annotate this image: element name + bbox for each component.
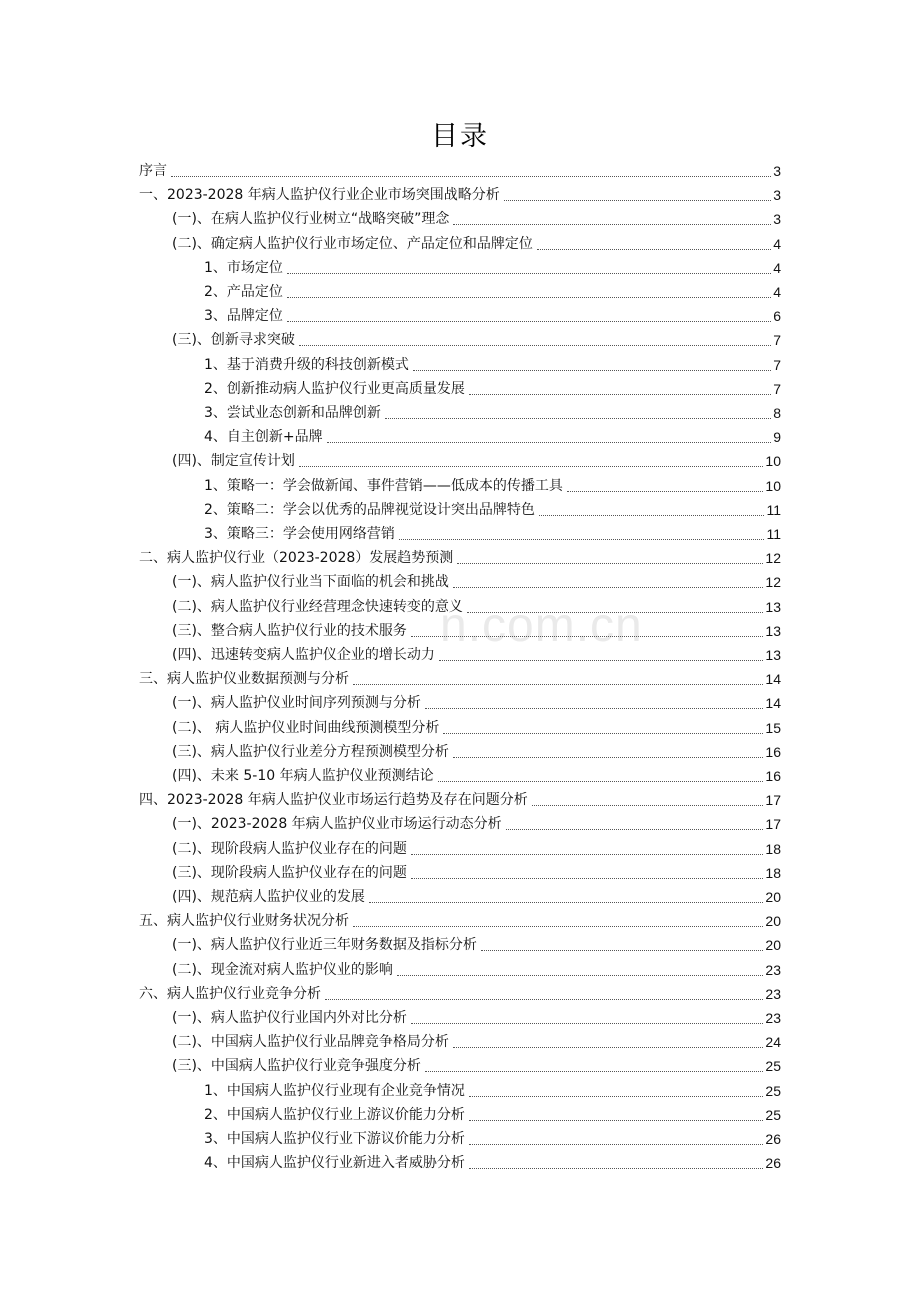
- toc-entry-page-number: 4: [773, 235, 781, 252]
- toc-entry-label: 五、病人监护仪行业财务状况分析: [139, 913, 349, 930]
- toc-entry-page-number: 11: [766, 526, 781, 542]
- toc-entry[interactable]: [204, 375, 781, 399]
- toc-entry-label: (一)、病人监护仪行业国内外对比分析: [172, 1010, 407, 1026]
- dot-leader: [413, 370, 771, 371]
- toc-entry-label: (四)、制定宣传计划: [172, 453, 295, 470]
- toc-entry-label: (二)、病人监护仪行业经营理念快速转变的意义: [172, 598, 463, 615]
- toc-entry-page-number: 4: [773, 284, 781, 300]
- toc-entry-page-number: 25: [765, 1058, 781, 1075]
- dot-leader: [327, 442, 772, 443]
- toc-entry-label: (四)、规范病人监护仪业的发展: [172, 889, 365, 905]
- toc-entry-label: (二)、现金流对病人监护仪业的影响: [172, 961, 393, 978]
- watermark: n.com.cn: [440, 599, 643, 652]
- toc-entry-label: (四)、未来 5-10 年病人监护仪业预测结论: [172, 768, 434, 784]
- toc-entry-label: 三、病人监护仪业数据预测与分析: [139, 671, 349, 688]
- toc-entry-label: 1、基于消费升级的科技创新模式: [204, 356, 409, 373]
- toc-entry[interactable]: [204, 1101, 781, 1125]
- toc-entry-label: 2、策略二：学会以优秀的品牌视觉设计突出品牌特色: [204, 501, 535, 518]
- toc-entry-page-number: 8: [773, 405, 781, 421]
- toc-entry-label: (三)、整合病人监护仪行业的技术服务: [172, 622, 407, 639]
- toc-entry[interactable]: [139, 665, 781, 689]
- toc-entry-label: (一)、2023-2028 年病人监护仪业市场运行动态分析: [172, 816, 502, 833]
- toc-entry-page-number: 16: [765, 743, 781, 760]
- dot-leader: [504, 200, 771, 201]
- dot-leader: [537, 249, 771, 250]
- toc-entry-page-number: 7: [773, 332, 781, 349]
- dot-leader: [171, 176, 771, 177]
- toc-entry-label: (一)、病人监护仪行业近三年财务数据及指标分析: [172, 937, 477, 954]
- dot-leader: [453, 757, 763, 758]
- toc-entry[interactable]: [204, 1149, 781, 1173]
- dot-leader: [443, 733, 763, 734]
- toc-entry-label: (二)、中国病人监护仪行业品牌竞争格局分析: [172, 1034, 449, 1051]
- dot-leader: [397, 975, 763, 976]
- toc-entry[interactable]: [172, 762, 781, 786]
- toc-entry-label: 序言: [139, 163, 167, 179]
- toc-entry-label: 二、病人监护仪行业（2023-2028）发展趋势预测: [139, 550, 454, 567]
- toc-entry-page-number: 18: [765, 840, 781, 857]
- toc-entry-page-number: 24: [765, 1034, 781, 1051]
- toc-entry-label: 一、2023-2028 年病人监护仪行业企业市场突围战略分析: [139, 187, 500, 204]
- toc-entry-label: 3、中国病人监护仪行业下游议价能力分析: [204, 1131, 465, 1147]
- dot-leader: [287, 321, 771, 322]
- toc-entry-page-number: 15: [765, 719, 781, 736]
- toc-entry-label: 四、2023-2028 年病人监护仪业市场运行趋势及存在问题分析: [139, 792, 528, 809]
- toc-entry-page-number: 3: [773, 211, 781, 228]
- toc-entry[interactable]: [172, 931, 781, 955]
- toc-entry-page-number: 26: [765, 1131, 781, 1147]
- toc-entry[interactable]: [172, 641, 781, 665]
- toc-entry-label: (三)、病人监护仪行业差分方程预测模型分析: [172, 743, 449, 760]
- dot-leader: [469, 1144, 764, 1145]
- toc-entry[interactable]: [172, 883, 781, 907]
- toc-entry[interactable]: [172, 689, 781, 713]
- toc-entry-label: 4、中国病人监护仪行业新进入者威胁分析: [204, 1155, 465, 1172]
- dot-leader: [539, 515, 765, 516]
- dot-leader: [299, 466, 763, 467]
- toc-entry-page-number: 13: [765, 622, 781, 639]
- toc-entry-page-number: 4: [773, 259, 781, 276]
- toc-entry-page-number: 23: [765, 961, 781, 978]
- toc-entry-page-number: 10: [765, 453, 781, 470]
- toc-entry[interactable]: [204, 1125, 781, 1149]
- toc-entry-page-number: 3: [773, 163, 781, 179]
- toc-entry-label: (二)、现阶段病人监护仪业存在的问题: [172, 840, 407, 857]
- toc-entry-label: (二)、确定病人监护仪行业市场定位、产品定位和品牌定位: [172, 235, 533, 252]
- toc-entry-page-number: 7: [773, 380, 781, 397]
- toc-entry[interactable]: [172, 568, 781, 592]
- toc-entry[interactable]: [204, 472, 781, 496]
- page-title: 目录: [431, 121, 489, 152]
- toc-entry-label: (一)、病人监护仪业时间序列预测与分析: [172, 695, 421, 712]
- toc-entry[interactable]: [172, 1004, 781, 1028]
- toc-entry-page-number: 13: [765, 598, 781, 615]
- toc-entry-page-number: 3: [773, 187, 781, 204]
- dot-leader: [425, 708, 763, 709]
- toc-entry-label: 3、尝试业态创新和品牌创新: [204, 405, 381, 421]
- toc-entry-label: 1、市场定位: [204, 259, 283, 276]
- toc-entry[interactable]: [204, 496, 781, 520]
- dot-leader: [453, 1047, 763, 1048]
- toc-entry-label: (四)、迅速转变病人监护仪企业的增长动力: [172, 647, 435, 663]
- toc-entry-page-number: 13: [765, 647, 781, 663]
- toc-entry[interactable]: [139, 786, 781, 810]
- toc-entry[interactable]: [139, 181, 781, 205]
- dot-leader: [353, 684, 763, 685]
- dot-leader: [411, 1023, 763, 1024]
- toc-entry[interactable]: [204, 423, 781, 447]
- toc-entry[interactable]: [139, 157, 781, 181]
- dot-leader: [411, 854, 763, 855]
- toc-entry-label: (一)、病人监护仪行业当下面临的机会和挑战: [172, 574, 449, 591]
- dot-leader: [532, 805, 764, 806]
- toc-entry[interactable]: [139, 980, 781, 1004]
- toc-entry-label: (三)、中国病人监护仪行业竞争强度分析: [172, 1058, 421, 1075]
- toc-entry[interactable]: [139, 907, 781, 931]
- toc-entry-page-number: 9: [773, 429, 781, 446]
- dot-leader: [299, 345, 771, 346]
- toc-entry[interactable]: [172, 714, 781, 738]
- dot-leader: [325, 999, 763, 1000]
- toc-entry[interactable]: [204, 302, 781, 326]
- toc-entry-label: (三)、创新寻求突破: [172, 332, 295, 349]
- toc-entry-page-number: 26: [765, 1155, 781, 1172]
- dot-leader: [385, 418, 771, 419]
- toc-entry-page-number: 17: [765, 792, 781, 809]
- dot-leader: [369, 902, 763, 903]
- dot-leader: [438, 781, 764, 782]
- dot-leader: [567, 491, 764, 492]
- dot-leader: [469, 1168, 764, 1169]
- toc-entry-page-number: 11: [766, 501, 781, 518]
- toc-entry-label: 2、创新推动病人监护仪行业更高质量发展: [204, 380, 465, 397]
- dot-leader: [457, 563, 763, 564]
- toc-entry[interactable]: [204, 278, 781, 302]
- toc-entry-label: 六、病人监护仪行业竞争分析: [139, 985, 321, 1002]
- toc-entry-label: 1、策略一：学会做新闻、事件营销——低成本的传播工具: [204, 477, 563, 494]
- toc-entry[interactable]: [172, 738, 781, 762]
- toc-entry[interactable]: [172, 326, 781, 350]
- dot-leader: [399, 539, 765, 540]
- dot-leader: [439, 660, 763, 661]
- toc-entry-page-number: 25: [765, 1082, 781, 1099]
- toc-entry-label: 2、产品定位: [204, 284, 283, 300]
- toc-entry-page-number: 14: [765, 695, 781, 712]
- toc-entry-page-number: 17: [765, 816, 781, 833]
- toc-entry[interactable]: [204, 1077, 781, 1101]
- toc-entry[interactable]: [204, 351, 781, 375]
- toc-entry[interactable]: [204, 399, 781, 423]
- dot-leader: [287, 297, 771, 298]
- dot-leader: [453, 587, 763, 588]
- toc-entry[interactable]: [172, 956, 781, 980]
- dot-leader: [506, 829, 764, 830]
- toc-entry-page-number: 14: [765, 671, 781, 688]
- dot-leader: [467, 612, 763, 613]
- dot-leader: [353, 926, 763, 927]
- toc-entry-label: 4、自主创新+品牌: [204, 429, 323, 446]
- toc-entry-page-number: 23: [765, 1010, 781, 1026]
- dot-leader: [481, 950, 763, 951]
- toc-entry-label: (二)、 病人监护仪业时间曲线预测模型分析: [172, 719, 440, 736]
- toc-entry-page-number: 20: [765, 937, 781, 954]
- toc-entry[interactable]: [172, 1028, 781, 1052]
- toc-entry-page-number: 12: [765, 574, 781, 591]
- toc-entry-page-number: 12: [765, 550, 781, 567]
- dot-leader: [411, 878, 763, 879]
- toc-entry-page-number: 7: [773, 356, 781, 373]
- toc-entry-label: 2、中国病人监护仪行业上游议价能力分析: [204, 1106, 465, 1123]
- toc-entry-page-number: 18: [765, 864, 781, 881]
- toc-entry[interactable]: [172, 593, 781, 617]
- dot-leader: [469, 394, 771, 395]
- toc-entry-page-number: 10: [765, 477, 781, 494]
- toc-entry[interactable]: [204, 254, 781, 278]
- toc-entry[interactable]: [172, 835, 781, 859]
- toc-entry[interactable]: [172, 810, 781, 834]
- toc-entry-label: 3、策略三：学会使用网络营销: [204, 526, 395, 542]
- toc-entry-label: (三)、现阶段病人监护仪业存在的问题: [172, 864, 407, 881]
- toc-entry-page-number: 25: [765, 1106, 781, 1123]
- toc-entry-label: 1、中国病人监护仪行业现有企业竞争情况: [204, 1082, 465, 1099]
- toc-entry-page-number: 20: [765, 889, 781, 905]
- toc-entry-label: (一)、在病人监护仪行业树立“战略突破”理念: [172, 211, 450, 228]
- toc-entry-page-number: 16: [765, 768, 781, 784]
- toc-entry[interactable]: [139, 544, 781, 568]
- dot-leader: [411, 636, 763, 637]
- toc-entry[interactable]: [172, 205, 781, 229]
- dot-leader: [425, 1071, 763, 1072]
- toc-entry[interactable]: [172, 1052, 781, 1076]
- dot-leader: [469, 1096, 764, 1097]
- dot-leader: [453, 224, 771, 225]
- toc-entry-page-number: 23: [765, 985, 781, 1002]
- toc-entry[interactable]: [172, 447, 781, 471]
- toc-entry[interactable]: [172, 859, 781, 883]
- dot-leader: [469, 1120, 764, 1121]
- toc-entry[interactable]: [172, 617, 781, 641]
- toc-entry[interactable]: [204, 520, 781, 544]
- toc-entry[interactable]: [172, 230, 781, 254]
- toc-entry-label: 3、品牌定位: [204, 308, 283, 325]
- dot-leader: [287, 273, 771, 274]
- toc-entry-page-number: 6: [773, 308, 781, 325]
- toc-entry-page-number: 20: [765, 913, 781, 930]
